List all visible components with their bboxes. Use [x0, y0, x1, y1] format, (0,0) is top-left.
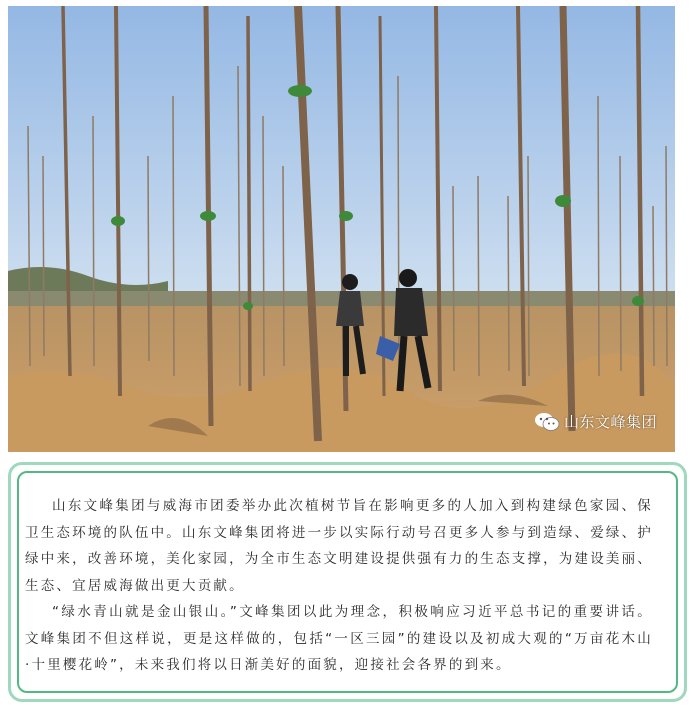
article-paragraph-1: 山东文峰集团与威海市团委举办此次植树节旨在影响更多的人加入到构建绿色家园、保卫生态环境的队伍中。山东文峰集团将进一步以实际行动号召更多人参与到造绿、爱绿、护绿中来，改善环境，美化家园，为全市生态文明建设提供强有力的生态支撑，为建设美丽、生态、宜居威海做出更大贡献。 [25, 498, 653, 594]
wechat-icon [534, 412, 560, 432]
photo-illustration [8, 6, 675, 452]
article-paragraph-2: “绿水青山就是金山银山。”文峰集团以此为理念，积极响应习近平总书记的重要讲话。文峰集团不但这样说，更是这样做的，包括“一区三园”的建设以及初成大观的“万亩花木山·十里樱花岭”，未来我们将以日渐美好的面貌，迎接社会各界的到来。 [25, 604, 653, 673]
watermark-text: 山东文峰集团 [563, 413, 657, 431]
photo-watermark [534, 411, 657, 432]
tree-planting-photo [8, 6, 675, 452]
article-card [8, 462, 687, 702]
article-text [25, 493, 653, 679]
